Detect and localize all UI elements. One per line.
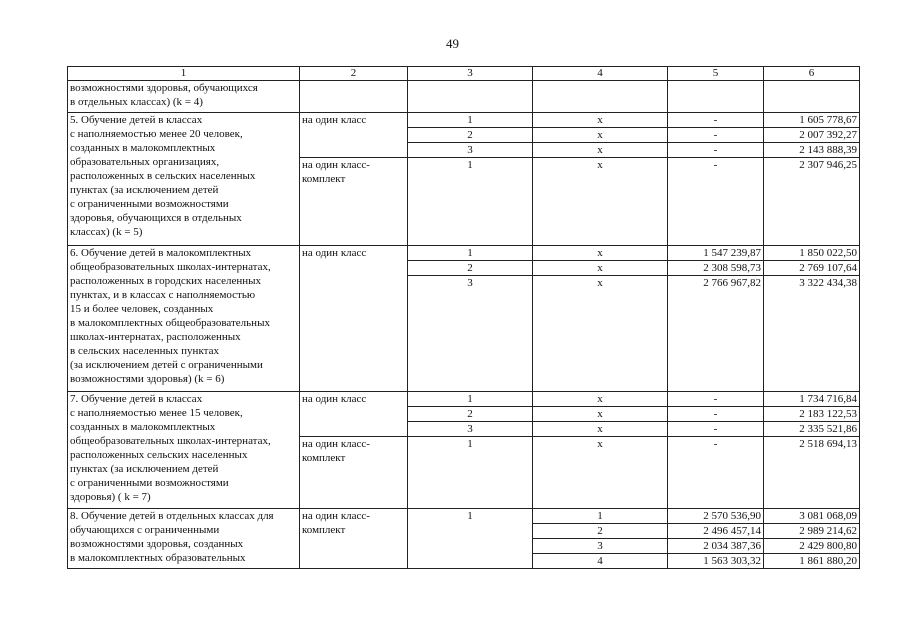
cell-col6: 1 605 778,67 (764, 113, 860, 128)
cell-col5: 1 547 239,87 (668, 246, 764, 261)
cell-col5: 2 766 967,82 (668, 276, 764, 392)
cell-col5: - (668, 392, 764, 407)
cell-col5: 2 308 598,73 (668, 261, 764, 276)
cell-col5: - (668, 437, 764, 509)
cell-col6: 1 861 880,20 (764, 554, 860, 569)
cell-col3: 2 (408, 407, 533, 422)
empty-cell (300, 81, 408, 113)
cell-col6: 1 850 022,50 (764, 246, 860, 261)
cell-col6: 2 769 107,64 (764, 261, 860, 276)
cell-col3: 1 (408, 113, 533, 128)
cell-col4: x (533, 143, 668, 158)
table-row (68, 509, 860, 524)
section-6-type-class: на один класс (300, 246, 408, 392)
cell-col6: 2 307 946,25 (764, 158, 860, 246)
cell-col6: 3 322 434,38 (764, 276, 860, 392)
cell-col4: x (533, 261, 668, 276)
col-header-4: 4 (533, 67, 668, 81)
cell-col5: - (668, 128, 764, 143)
cell-col6: 2 989 214,62 (764, 524, 860, 539)
cell-col6: 3 081 068,09 (764, 509, 860, 524)
empty-cell (408, 81, 533, 113)
cell-col3: 1 (408, 509, 533, 569)
section-7-type-complex: на один класс- комплект (300, 437, 408, 509)
section-5-description: 5. Обучение детей в классах с наполняемостью менее 20 человек, созданных в малокомплектных образовательных организациях, расположенных в сельских населенных пунктах (за исключением детей с ограниченными возможностями здоровья, обучающихся в отдельных классах) (k = 5) (68, 113, 300, 246)
cell-col3: 2 (408, 128, 533, 143)
table-row (68, 113, 860, 128)
cell-col5: 2 034 387,36 (668, 539, 764, 554)
section-7-description: 7. Обучение детей в классах с наполняемостью менее 15 человек, созданных в малокомплектных общеобразовательных школах-интернатах, расположенных сельских населенных пунктах (за исключением детей с ограниченными возможностями здоровья) ( k = 7) (68, 392, 300, 509)
empty-cell (764, 81, 860, 113)
col-header-3: 3 (408, 67, 533, 81)
cell-col5: 2 570 536,90 (668, 509, 764, 524)
cell-col4: 1 (533, 509, 668, 524)
empty-cell (668, 81, 764, 113)
cell-col3: 1 (408, 392, 533, 407)
section-5-type-complex: на один класс- комплект (300, 158, 408, 246)
cell-col5: 2 496 457,14 (668, 524, 764, 539)
col-header-1: 1 (68, 67, 300, 81)
col-header-6: 6 (764, 67, 860, 81)
cell-col3: 1 (408, 158, 533, 246)
cell-col3: 2 (408, 261, 533, 276)
cell-col6: 2 335 521,86 (764, 422, 860, 437)
continuation-description: возможностями здоровья, обучающихся в отдельных классах) (k = 4) (68, 81, 300, 113)
cell-col4: x (533, 158, 668, 246)
section-8-type-complex: на один класс- комплект (300, 509, 408, 569)
empty-cell (533, 81, 668, 113)
cell-col3: 1 (408, 437, 533, 509)
cell-col5: - (668, 422, 764, 437)
cell-col4: 2 (533, 524, 668, 539)
cell-col4: x (533, 128, 668, 143)
section-5-type-class: на один класс (300, 113, 408, 158)
cell-col3: 3 (408, 422, 533, 437)
cell-col6: 2 518 694,13 (764, 437, 860, 509)
cell-col5: - (668, 407, 764, 422)
col-header-2: 2 (300, 67, 408, 81)
cell-col3: 3 (408, 143, 533, 158)
cell-col4: x (533, 437, 668, 509)
col-header-5: 5 (668, 67, 764, 81)
cell-col4: x (533, 422, 668, 437)
cell-col4: x (533, 113, 668, 128)
cell-col4: 4 (533, 554, 668, 569)
cell-col4: x (533, 276, 668, 392)
table-row (68, 392, 860, 407)
section-6-description: 6. Обучение детей в малокомплектных общеобразовательных школах-интернатах, расположенных в городских населенных пунктах, и в классах с наполняемостью 15 и более человек, созданных в малокомплектных общеобразовательных школах-интернатах, расположенных в сельских населенных пунктах (за исключением детей с ограниченными возможностями здоровья) (k = 6) (68, 246, 300, 392)
section-7-type-class: на один класс (300, 392, 408, 437)
cell-col6: 2 183 122,53 (764, 407, 860, 422)
cell-col4: x (533, 407, 668, 422)
cell-col5: - (668, 143, 764, 158)
cell-col6: 1 734 716,84 (764, 392, 860, 407)
norms-table (67, 66, 860, 569)
table-row (68, 246, 860, 261)
cell-col4: 3 (533, 539, 668, 554)
cell-col5: 1 563 303,32 (668, 554, 764, 569)
cell-col6: 2 007 392,27 (764, 128, 860, 143)
cell-col3: 3 (408, 276, 533, 392)
cell-col5: - (668, 113, 764, 128)
cell-col3: 1 (408, 246, 533, 261)
page-number: 49 (446, 36, 459, 51)
section-8-description: 8. Обучение детей в отдельных классах для обучающихся с ограниченными возможностями здоровья, созданных в малокомплектных образовательных (68, 509, 300, 569)
cell-col6: 2 143 888,39 (764, 143, 860, 158)
table-row (68, 81, 860, 113)
header-row (68, 67, 860, 81)
cell-col4: x (533, 392, 668, 407)
cell-col6: 2 429 800,80 (764, 539, 860, 554)
cell-col5: - (668, 158, 764, 246)
cell-col4: x (533, 246, 668, 261)
